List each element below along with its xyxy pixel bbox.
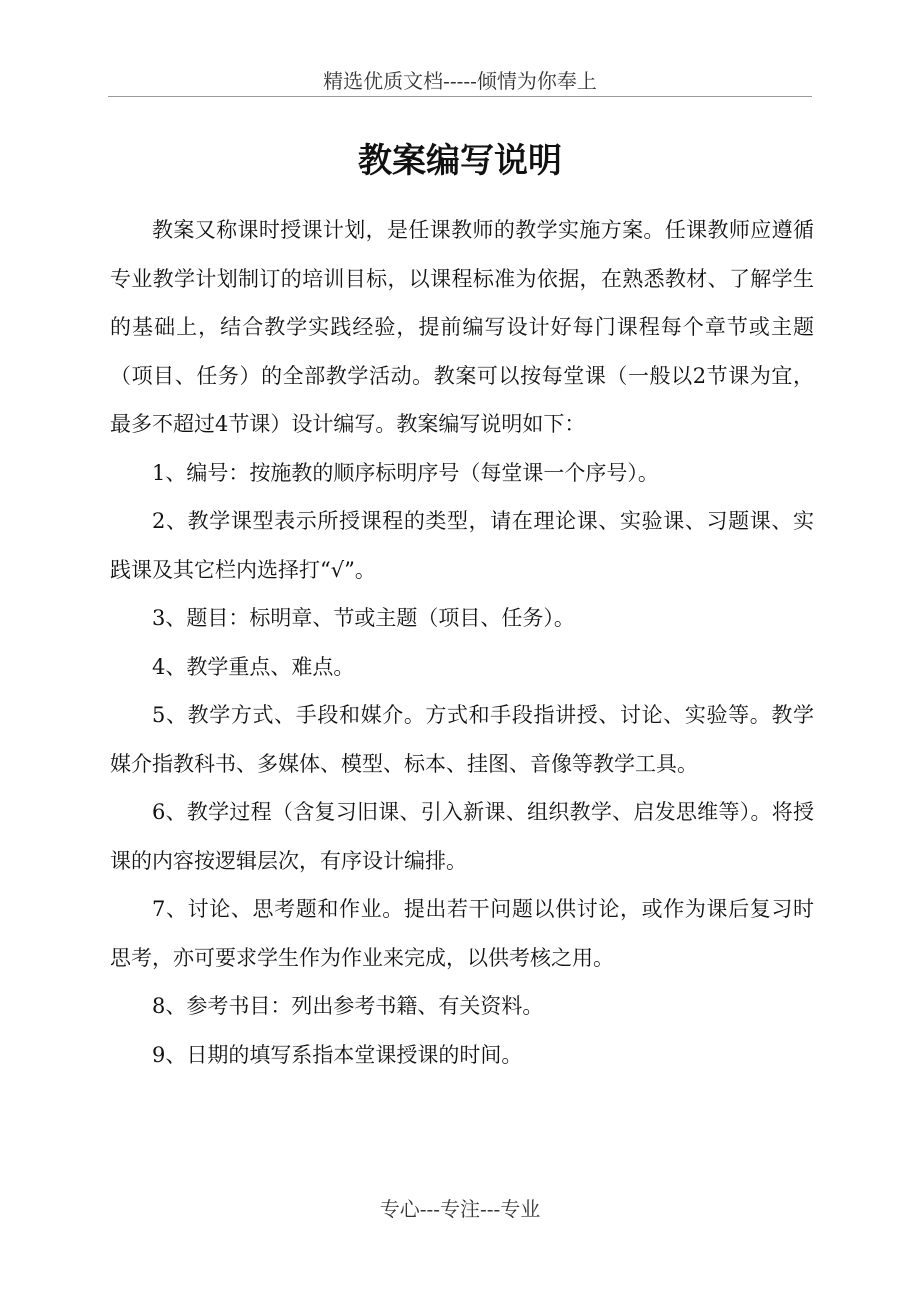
footer-text: 专心---专注---专业	[379, 1197, 541, 1221]
item-references: 8、参考书目：列出参考书籍、有关资料。	[152, 994, 544, 1018]
page-footer	[0, 1194, 920, 1224]
page-header	[108, 66, 812, 97]
item-discussion: 7、讨论、思考题和作业。提出若干问题以供讨论，或作为课后复习时思考，亦可要求学生作为作业来完成，以供考核之用。	[110, 897, 814, 970]
document-title: 教案编写说明	[358, 141, 562, 181]
header-text: 精选优质文档-----倾情为你奉上	[323, 69, 597, 93]
item-lesson-type: 2、教学课型表示所授课程的类型，请在理论课、实验课、习题课、实践课及其它栏内选择打“√”。	[110, 509, 814, 582]
item-date: 9、日期的填写系指本堂课授课的时间。	[152, 1042, 523, 1067]
item-key-points: 4、教学重点、难点。	[152, 654, 355, 679]
item-topic: 3、题目：标明章、节或主题（项目、任务）。	[152, 606, 575, 630]
item-teaching-methods: 5、教学方式、手段和媒介。方式和手段指讲授、讨论、实验等。教学媒介指教科书、多媒体、模型、标本、挂图、音像等教学工具。	[110, 703, 814, 776]
item-teaching-process: 6、教学过程（含复习旧课、引入新课、组织教学、启发思维等）。将授课的内容按逻辑层次，有序设计编排。	[110, 800, 814, 873]
document-body	[110, 206, 814, 1079]
intro-paragraph: 教案又称课时授课计划，是任课教师的教学实施方案。任课教师应遵循专业教学计划制订的培训目标，以课程标准为依据，在熟悉教材、了解学生的基础上，结合教学实践经验，提前编写设计好每门课程每个章节或主题（项目、任务）的全部教学活动。教案可以按每堂课（一般以2节课为宜，最多不超过4节课）设计编写。教案编写说明如下：	[110, 218, 814, 436]
item-numbering: 1、编号：按施教的顺序标明序号（每堂课一个序号）。	[152, 460, 659, 485]
